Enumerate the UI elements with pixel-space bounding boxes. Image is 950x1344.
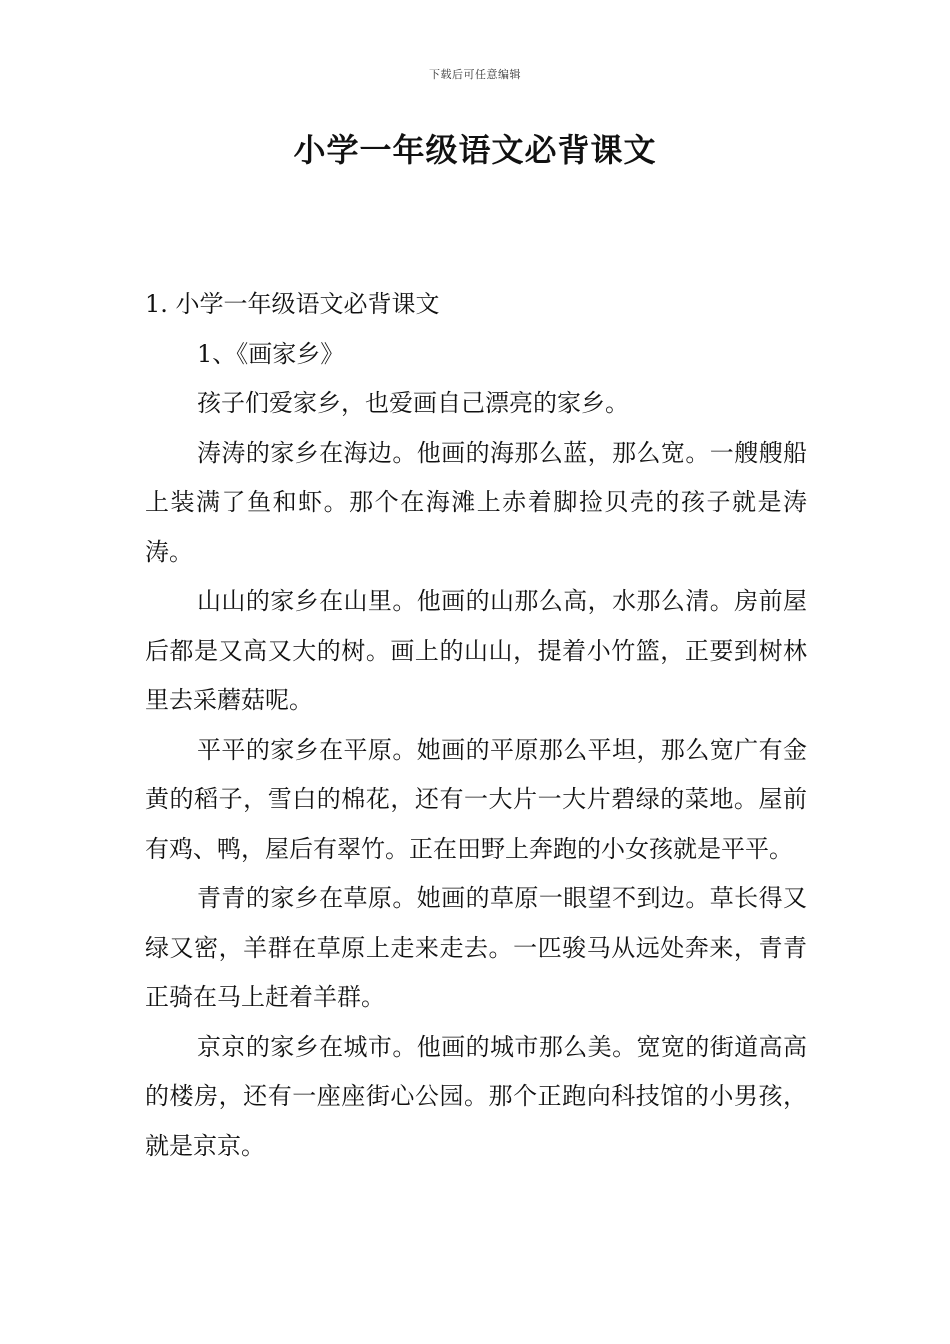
lesson-title: 1、《画家乡》 (197, 339, 345, 368)
paragraph: 涛涛的家乡在海边。他画的海那么蓝，那么宽。一艘艘船上装满了鱼和虾。那个在海滩上赤着脚捡贝壳的孩子就是涛涛。 (145, 438, 807, 566)
paragraph: 京京的家乡在城市。他画的城市那么美。宽宽的街道高高的楼房，还有一座座街心公园。那个正跑向科技馆的小男孩，就是京京。 (145, 1032, 807, 1160)
section-heading: 1. 小学一年级语文必背课文 (145, 290, 440, 318)
paragraph: 山山的家乡在山里。他画的山那么高，水那么清。房前屋后都是又高又大的树。画上的山山，提着小竹篮，正要到树林里去采蘑菇呢。 (145, 587, 807, 714)
paragraph: 平平的家乡在平原。她画的平原那么平坦，那么宽广有金黄的稻子，雪白的棉花，还有一大片一大片碧绿的菜地。屋前有鸡、鸭，屋后有翠竹。正在田野上奔跑的小女孩就是平平。 (145, 735, 807, 863)
paragraph: 青青的家乡在草原。她画的草原一眼望不到边。草长得又绿又密，羊群在草原上走来走去。一匹骏马从远处奔来，青青正骑在马上赶着羊群。 (145, 884, 807, 1011)
document-title: 小学一年级语文必背课文 (293, 131, 657, 169)
document-body (145, 280, 807, 1171)
header-note: 下载后可任意编辑 (429, 68, 521, 81)
paragraph: 孩子们爱家乡，也爱画自己漂亮的家乡。 (197, 389, 629, 417)
